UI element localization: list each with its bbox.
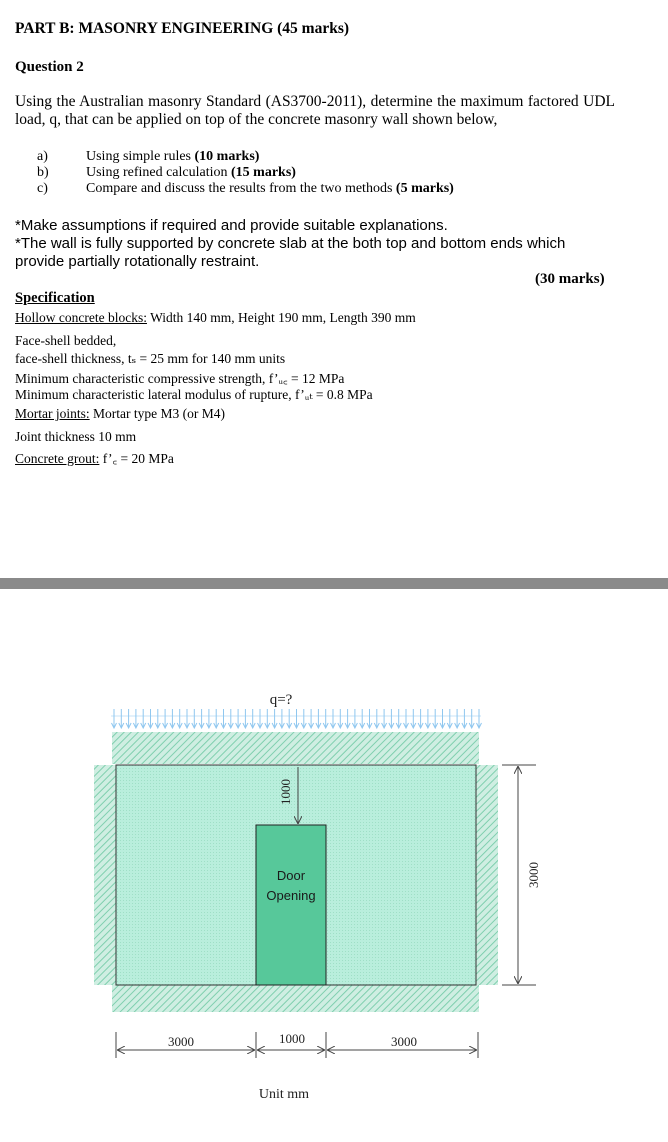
udl-arrow <box>141 709 146 728</box>
udl-arrow <box>287 709 292 728</box>
right-support <box>476 765 498 985</box>
udl-arrow <box>382 709 387 728</box>
udl-arrow <box>228 709 233 728</box>
udl-arrow <box>345 709 350 728</box>
spec-line-blocks: Hollow concrete blocks: Width 140 mm, Height 190 mm, Length 390 mm <box>15 310 416 325</box>
udl-arrow <box>323 709 328 728</box>
udl-arrow <box>192 709 197 728</box>
udl-arrow <box>294 709 299 728</box>
bottom-slab <box>112 985 479 1012</box>
load-label: q=? <box>269 692 293 708</box>
section-divider <box>0 578 668 589</box>
udl-arrow <box>433 709 438 728</box>
udl-arrow <box>214 709 219 728</box>
dim-left-label: 3000 <box>168 1034 194 1049</box>
dim-door-label: 1000 <box>279 1031 305 1046</box>
udl-arrow <box>126 709 131 728</box>
spec-line-mortar: Mortar joints: Mortar type M3 (or M4) <box>15 406 225 421</box>
udl-arrow <box>243 709 248 728</box>
udl-arrow <box>250 709 255 728</box>
udl-arrow <box>206 709 211 728</box>
udl-arrow-set <box>112 709 482 728</box>
total-marks: (30 marks) <box>535 271 605 287</box>
part-title: PART B: MASONRY ENGINEERING (45 marks) <box>15 20 350 37</box>
note-support: *The wall is fully supported by concrete slab at the both top and bottom ends which provide partially rotationally restraint. <box>15 235 566 270</box>
item-c-marks: (5 marks) <box>395 181 454 196</box>
udl-arrow <box>477 709 482 728</box>
udl-arrow <box>133 709 138 728</box>
udl-arrow <box>258 709 263 728</box>
door-opening <box>256 825 326 985</box>
udl-arrow <box>389 709 394 728</box>
udl-arrow <box>440 709 445 728</box>
udl-arrow <box>316 709 321 728</box>
spec-line-fuc: Minimum characteristic compressive strength, f’ᵤ꜀ = 12 MPa <box>15 371 345 386</box>
udl-arrow <box>425 709 430 728</box>
udl-arrow <box>352 709 357 728</box>
udl-arrow <box>404 709 409 728</box>
udl-arrow <box>279 709 284 728</box>
udl-arrow <box>469 709 474 728</box>
udl-arrow <box>309 709 314 728</box>
item-c-text: Compare and discuss the results from the two methods (5 marks) <box>86 181 454 196</box>
udl-arrow <box>331 709 336 728</box>
udl-arrow <box>185 709 190 728</box>
item-b-text: Using refined calculation (15 marks) <box>86 165 296 180</box>
udl-arrow <box>447 709 452 728</box>
udl-arrow <box>396 709 401 728</box>
item-c-letter: c) <box>37 181 48 196</box>
udl-arrow <box>163 709 168 728</box>
udl-arrow <box>462 709 467 728</box>
spec-line-joint: Joint thickness 10 mm <box>15 429 137 444</box>
spec-line-bedding: Face-shell bedded, <box>15 333 117 348</box>
top-slab <box>112 732 479 764</box>
spec-heading: Specification <box>15 290 95 306</box>
udl-arrow <box>177 709 182 728</box>
item-a-marks: (10 marks) <box>194 149 260 164</box>
udl-arrow <box>338 709 343 728</box>
question-label: Question 2 <box>15 59 84 75</box>
udl-arrow <box>199 709 204 728</box>
udl-arrow <box>367 709 372 728</box>
item-b-letter: b) <box>37 165 49 180</box>
udl-arrow <box>236 709 241 728</box>
udl-arrow <box>221 709 226 728</box>
udl-arrow <box>148 709 153 728</box>
door-label-1: Door <box>276 868 306 883</box>
udl-arrow <box>119 709 124 728</box>
question-intro: Using the Australian masonry Standard (AS3700-2011), determine the maximum factored UDL load, q, that can be applied on top of the concrete masonry wall shown below, <box>15 93 615 128</box>
udl-arrow <box>418 709 423 728</box>
udl-arrow <box>360 709 365 728</box>
dim-right-label: 3000 <box>391 1034 417 1049</box>
spec-line-faceshell: face-shell thickness, tₛ = 25 mm for 140 mm units <box>15 351 286 366</box>
udl-arrow <box>170 709 175 728</box>
udl-arrow <box>112 709 117 728</box>
udl-arrow <box>455 709 460 728</box>
wall-diagram <box>0 589 668 1142</box>
item-a-letter: a) <box>37 149 48 164</box>
udl-arrow <box>265 709 270 728</box>
spec-line-fut: Minimum characteristic lateral modulus of rupture, f’ᵤₜ = 0.8 MPa <box>15 387 373 402</box>
unit-label: Unit mm <box>258 1087 310 1102</box>
udl-arrow <box>155 709 160 728</box>
dim-height-label: 3000 <box>526 862 541 888</box>
item-a-text: Using simple rules (10 marks) <box>86 149 260 164</box>
spec-line-grout: Concrete grout: f’꜀ = 20 MPa <box>15 451 174 466</box>
note-assumptions: *Make assumptions if required and provide suitable explanations. <box>15 217 448 234</box>
dim-1000-vertical-label: 1000 <box>278 779 293 805</box>
udl-arrow <box>272 709 277 728</box>
item-b-marks: (15 marks) <box>231 165 296 180</box>
udl-arrow <box>374 709 379 728</box>
udl-arrow <box>411 709 416 728</box>
door-label-2: Opening <box>266 888 316 903</box>
left-support <box>94 765 116 985</box>
udl-arrow <box>301 709 306 728</box>
